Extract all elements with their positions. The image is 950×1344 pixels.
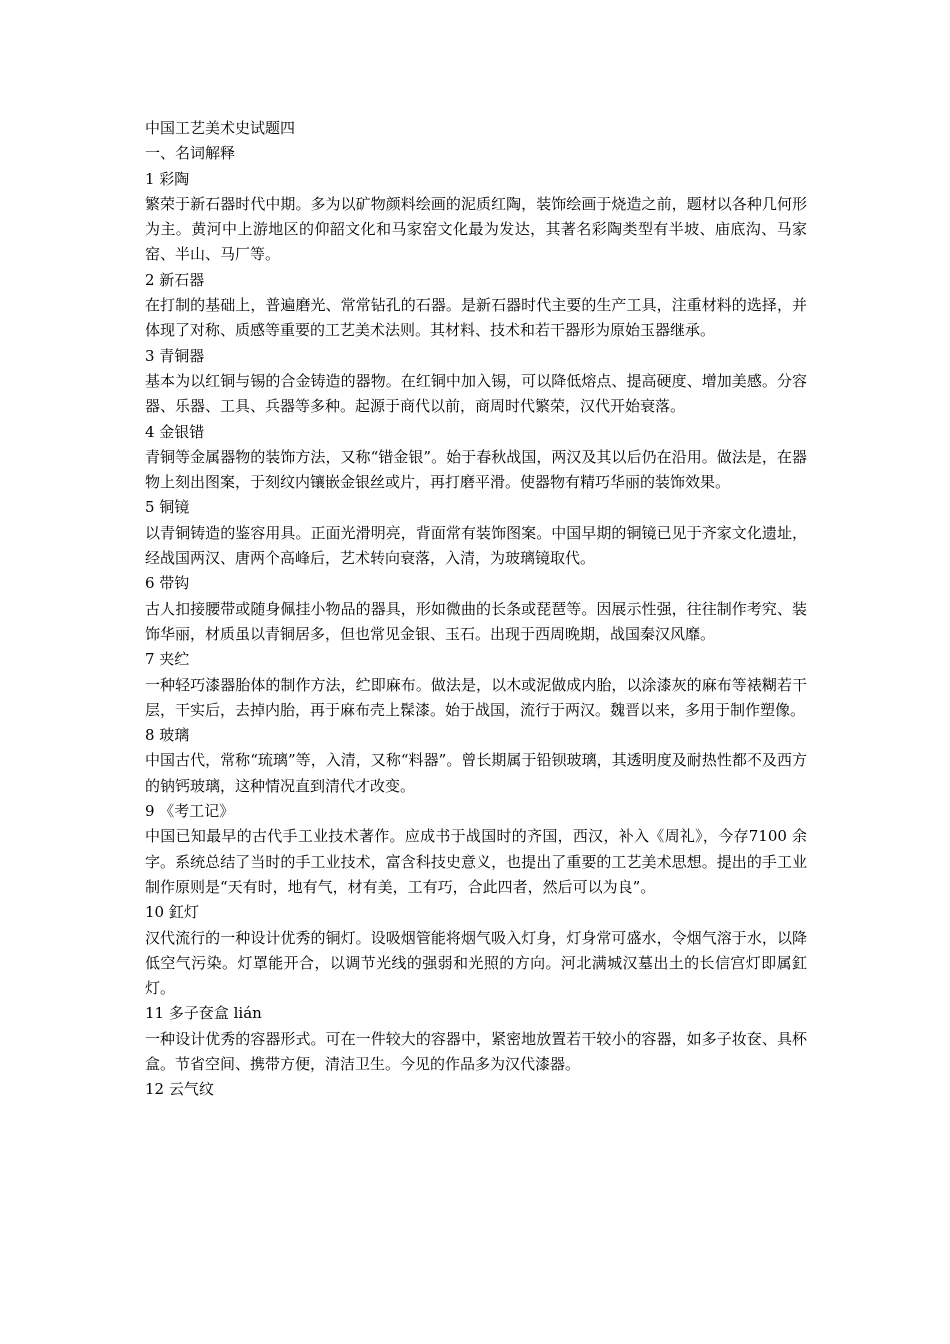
term-entry	[145, 799, 807, 900]
term-entry	[145, 495, 807, 571]
term-entry	[145, 1077, 807, 1102]
term-heading: 3 青铜器	[145, 346, 205, 365]
term-heading: 2 新石器	[145, 270, 205, 289]
term-definition: 以青铜铸造的鉴容用具。正面光滑明亮，背面常有装饰图案。中国早期的铜镜已见于齐家文化遗址，经战国两汉、唐两个高峰后，艺术转向衰落，入清，为玻璃镜取代。	[145, 523, 807, 568]
term-definition: 汉代流行的一种设计优秀的铜灯。设吸烟管能将烟气吸入灯身，灯身常可盛水，令烟气溶于水，以降低空气污染。灯罩能开合，以调节光线的强弱和光照的方向。河北满城汉墓出土的长信宫灯即属釭灯。	[145, 928, 807, 998]
term-heading: 6 带钩	[145, 574, 190, 593]
term-heading: 11 多子奁盒 lián	[145, 1004, 262, 1023]
term-entry	[145, 723, 807, 799]
term-heading: 8 玻璃	[145, 726, 190, 745]
term-definition: 繁荣于新石器时代中期。多为以矿物颜料绘画的泥质红陶，装饰绘画于烧造之前，题材以各种几何形为主。黄河中上游地区的仰韶文化和马家窑文化最为发达，其著名彩陶类型有半坡、庙底沟、马家窑、半山、马厂等。	[145, 194, 807, 264]
term-entry	[145, 268, 807, 344]
term-heading: 10 釭灯	[145, 903, 199, 922]
term-heading: 1 彩陶	[145, 169, 190, 188]
term-entry	[145, 571, 807, 647]
term-entry	[145, 420, 807, 496]
term-definition: 古人扣接腰带或随身佩挂小物品的器具，形如微曲的长条或琵琶等。因展示性强，往往制作考究、装饰华丽，材质虽以青铜居多，但也常见金银、玉石。出现于西周晚期，战国秦汉风靡。	[145, 599, 807, 643]
term-entry	[145, 344, 807, 420]
term-definition: 一种轻巧漆器胎体的制作方法，纻即麻布。做法是，以木或泥做成内胎，以涂漆灰的麻布等裱糊若干层，干实后，去掉内胎，再于麻布壳上髹漆。始于战国，流行于两汉。魏晋以来，多用于制作塑像。	[145, 675, 807, 719]
term-heading: 7 夹纻	[145, 650, 190, 669]
term-definition: 在打制的基础上，普遍磨光、常常钻孔的石器。是新石器时代主要的生产工具，注重材料的选择，并体现了对称、质感等重要的工艺美术法则。其材料、技术和若干器形为原始玉器继承。	[145, 296, 807, 340]
term-heading: 5 铜镜	[145, 498, 190, 517]
term-definition: 一种设计优秀的容器形式。可在一件较大的容器中，紧密地放置若干较小的容器，如多子妆奁、具杯盒。节省空间、携带方便，清洁卫生。今见的作品多为汉代漆器。	[145, 1029, 807, 1073]
term-entry	[145, 647, 807, 723]
term-entry	[145, 1001, 807, 1077]
term-heading: 9 《考工记》	[145, 802, 235, 821]
term-definition: 中国古代，常称“琉璃”等，入清，又称“料器”。曾长期属于铅钡玻璃，其透明度及耐热性都不及西方的钠钙玻璃，这种情况直到清代才改变。	[145, 751, 807, 795]
term-entry	[145, 900, 807, 1001]
term-definition: 青铜等金属器物的装饰方法，又称“错金银”。始于春秋战国，两汉及其以后仍在沿用。做法是，在器物上刻出图案，于刻纹内镶嵌金银丝或片，再打磨平滑。使器物有精巧华丽的装饰效果。	[145, 447, 807, 492]
section-heading: 一、名词解释	[145, 144, 236, 163]
term-heading: 4 金银错	[145, 422, 205, 441]
document-page	[145, 116, 807, 1103]
term-heading: 12 云气纹	[145, 1080, 214, 1099]
term-definition: 基本为以红铜与锡的合金铸造的器物。在红铜中加入锡，可以降低熔点、提高硬度、增加美感。分容器、乐器、工具、兵器等多种。起源于商代以前，商周时代繁荣，汉代开始衰落。	[145, 371, 807, 416]
term-entry	[145, 167, 807, 268]
document-title: 中国工艺美术史试题四	[145, 119, 296, 137]
term-definition: 中国已知最早的古代手工业技术著作。应成书于战国时的齐国，西汉，补入《周礼》，今存7100 余字。系统总结了当时的手工业技术，富含科技史意义，也提出了重要的工艺美术思想。提出的手工业制作原则是“天有时，地有气，材有美，工有巧，合此四者，然后可以为良”。	[145, 827, 807, 896]
